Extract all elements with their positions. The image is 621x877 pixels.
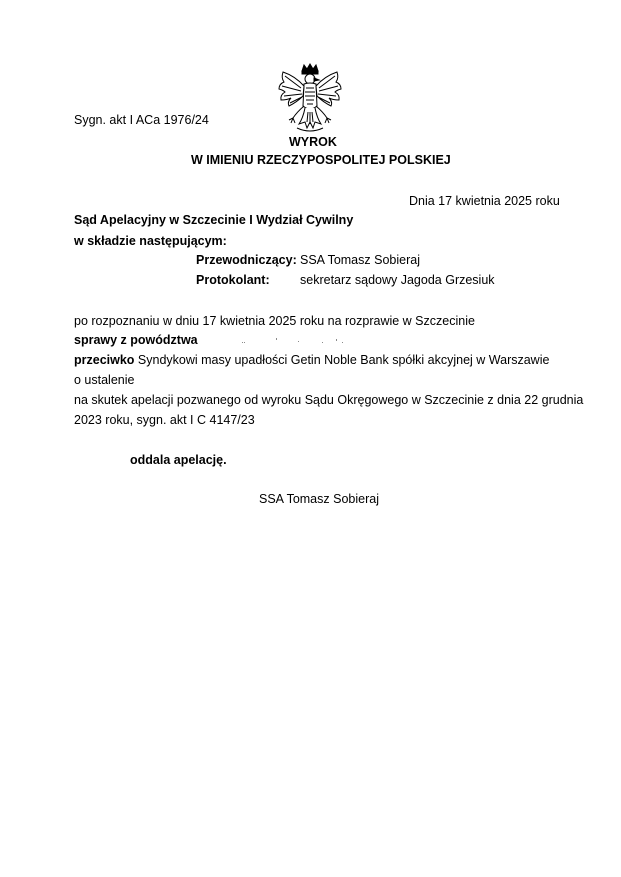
proceedings-line: po rozpoznaniu w dniu 17 kwietnia 2025 roku na rozprawie w Szczecinie: [74, 314, 475, 328]
judgment-date: Dnia 17 kwietnia 2025 roku: [409, 194, 560, 208]
document-subtitle: W IMIENIU RZECZYPOSPOLITEJ POLSKIEJ: [191, 153, 451, 167]
appeal-line-2: 2023 roku, sygn. akt I C 4147/23: [74, 413, 255, 427]
against-label: przeciwko: [74, 353, 135, 367]
polish-eagle-emblem-icon: [275, 62, 345, 136]
appeal-line-1: na skutek apelacji pozwanego od wyroku Sądu Okręgowego w Szczecinie z dnia 22 grudnia: [74, 393, 584, 407]
defendant-line: [74, 354, 549, 367]
judge-signature: SSA Tomasz Sobieraj: [259, 492, 379, 506]
clerk-label: Protokolant:: [196, 273, 270, 287]
clerk-value: sekretarz sądowy Jagoda Grzesiuk: [300, 273, 495, 287]
presiding-label: Przewodniczący:: [196, 253, 297, 267]
subject-line: o ustalenie: [74, 373, 135, 387]
composition-label: w składzie następującym:: [74, 234, 227, 248]
defendant-text: Syndykowi masy upadłości Getin Noble Bank spółki akcyjnej w Warszawie: [137, 353, 550, 367]
document-title: WYROK: [289, 135, 337, 149]
redaction-marks: [240, 337, 360, 345]
ruling-text: oddala apelację.: [130, 453, 227, 467]
claim-label: sprawy z powództwa: [74, 333, 198, 347]
case-signature: Sygn. akt I ACa 1976/24: [74, 113, 209, 127]
presiding-value: SSA Tomasz Sobieraj: [300, 253, 420, 267]
court-name: Sąd Apelacyjny w Szczecinie I Wydział Cywilny: [74, 213, 354, 227]
